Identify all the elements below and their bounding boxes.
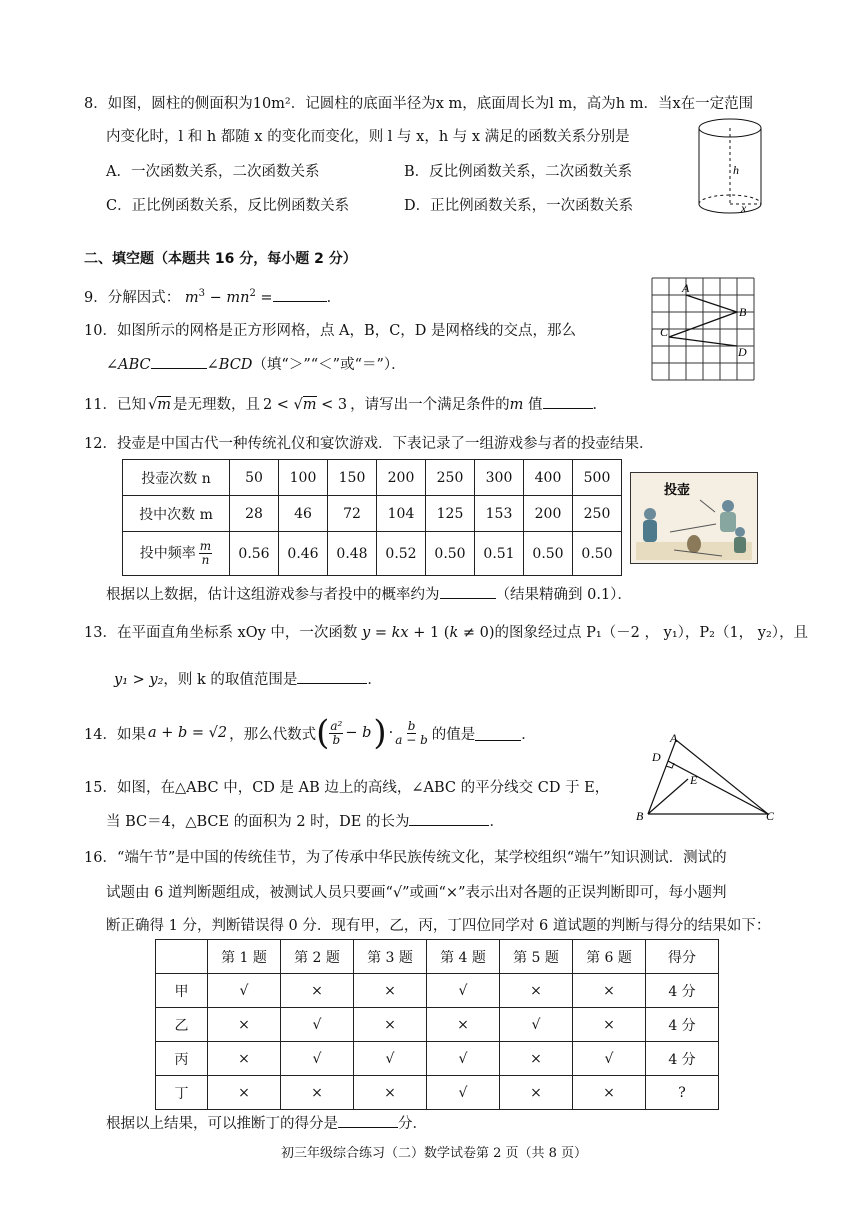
table-cell: 0.52 [377, 532, 426, 576]
q15-line1 [84, 776, 609, 797]
q15-text-line2: 当 BC＝4，△BCE 的面积为 2 时，DE 的长为 [106, 814, 410, 830]
q16-table [155, 939, 719, 1110]
table-cell: 0.56 [230, 532, 279, 576]
table-row [156, 1008, 719, 1042]
q11-text-4: 值 [523, 397, 543, 413]
q14-text-3: 的值是 [431, 726, 476, 743]
table-cell: 4 分 [646, 974, 719, 1008]
q13-answer-blank[interactable] [297, 668, 367, 684]
q12-freq-fraction [199, 540, 212, 567]
table-cell: 125 [426, 496, 475, 532]
cylinder-label-h: h [733, 163, 739, 177]
table-cell: 4 分 [646, 1008, 719, 1042]
table-cell: √ [427, 974, 500, 1008]
table-cell: 0.51 [475, 532, 524, 576]
q15-text-line1: 如图，在△ABC 中，CD 是 AB 边上的高线，∠ABC 的平分线交 CD 于 E， [116, 780, 610, 796]
q13-function: y = kx + 1 (k ≠ 0) [362, 625, 495, 641]
q16-line3: 断正确得 1 分，判断错误得 0 分．现有甲，乙，丙，丁四位同学对 6 道试题的判断与得分的结果如下： [106, 918, 771, 934]
touhu-illustration [630, 472, 758, 564]
table-cell: × [281, 974, 354, 1008]
q14-text-2: ，那么代数式 [229, 726, 317, 743]
q12-label-freq [123, 532, 230, 576]
q13-text-a: 在平面直角坐标系 xOy 中，一次函数 [116, 625, 358, 641]
q13-point-p1: P₁（－2 ， y₁） [586, 625, 685, 641]
table-cell: 50 [230, 460, 279, 496]
q12-answer-blank[interactable] [440, 583, 496, 599]
table-row [123, 460, 622, 496]
table-cell: × [354, 1008, 427, 1042]
q10-angle-abc: ∠ABC [106, 357, 151, 373]
q8-text-line1: 如图，圆柱的侧面积为10m²．记圆柱的底面半径为x m，底面周长为l m，高为h m．当x在一定范围 [107, 96, 754, 112]
q12-intro-text: 投壶是中国古代一种传统礼仪和宴饮游戏．下表记录了一组游戏参与者的投壶结果． [116, 436, 654, 452]
q10-answer-blank[interactable] [151, 353, 207, 369]
q16-line1 [84, 846, 727, 867]
q12-after-text: 根据以上数据，估计这组游戏参与者投中的概率约为 [106, 587, 440, 603]
table-cell: √ [281, 1042, 354, 1076]
q16-after-tail: 分． [398, 1116, 427, 1132]
q8-option-c: C．正比例函数关系，反比例函数关系 [106, 198, 350, 214]
q13-condition: y₁ > y₂ [114, 672, 164, 688]
q12-after-tail: （结果精确到 0.1）． [495, 587, 632, 603]
table-cell: 200 [377, 460, 426, 496]
q16-after-text: 根据以上结果，可以推断丁的得分是 [106, 1116, 338, 1132]
q13-point-p2: P₂（1， y₂） [699, 625, 780, 641]
q13-line1: 13．在平面直角坐标系 xOy 中，一次函数 y = kx + 1 (k ≠ 0)的图象经过点 P₁（－2 ， y₁），P₂（1， y₂），且 [84, 625, 809, 641]
table-cell: 0.50 [426, 532, 475, 576]
q12-after [106, 583, 632, 604]
table-cell: √ [208, 974, 281, 1008]
q15-number: 15． [84, 780, 117, 796]
table-header-cell: 得分 [646, 940, 719, 974]
q11-inequality: 2 < √m < 3 [262, 397, 348, 413]
q9-text: 分解因式： [107, 290, 181, 306]
page-footer: 初三年级综合练习（二）数学试卷第 2 页（共 8 页） [280, 1146, 588, 1161]
table-cell: 丙 [156, 1042, 208, 1076]
table-cell: ? [646, 1076, 719, 1110]
q16-text-line1: “端午节”是中国的传统佳节，为了传承中华民族传统文化，某学校组织“端午”知识测试．测试的 [116, 850, 727, 866]
q13-tail: ． [367, 672, 382, 688]
q14-number: 14． [84, 726, 117, 743]
q12-label-n: 投壶次数 n [123, 460, 230, 496]
q9-expression: $m^3 - mn^2$ = [184, 288, 273, 306]
table-cell: 153 [475, 496, 524, 532]
table-cell: × [354, 1076, 427, 1110]
q11-text-1: 已知 [116, 397, 146, 413]
q16-after [106, 1112, 427, 1133]
q16-answer-blank[interactable] [338, 1112, 398, 1128]
q12-frac-num: m [199, 539, 212, 553]
q9-tail: ． [326, 290, 342, 306]
table-cell: √ [427, 1042, 500, 1076]
table-header-cell: 第 2 题 [281, 940, 354, 974]
table-header-cell: 第 4 题 [427, 940, 500, 974]
table-cell: 乙 [156, 1008, 208, 1042]
table-cell: × [573, 1008, 646, 1042]
q11-tail: ． [592, 397, 607, 413]
table-cell: 46 [279, 496, 328, 532]
q10-angle-bcd: ∠BCD [206, 357, 253, 373]
q13-text-end: ，且 [779, 625, 809, 641]
table-cell: √ [500, 1008, 573, 1042]
table-row [156, 1042, 719, 1076]
table-cell: √ [354, 1042, 427, 1076]
table-cell: √ [573, 1042, 646, 1076]
q10-line2 [106, 353, 406, 374]
table-cell: 0.46 [279, 532, 328, 576]
q11-text-2: 是无理数，且 [172, 397, 260, 413]
table-header-cell: 第 1 题 [208, 940, 281, 974]
q15-tail: ． [489, 814, 504, 830]
q14 [84, 713, 536, 753]
table-cell: 0.50 [573, 532, 622, 576]
table-row [123, 532, 622, 576]
triangle-figure [628, 728, 778, 828]
table-header-cell: 第 3 题 [354, 940, 427, 974]
q8-line1 [84, 92, 753, 113]
triangle-label-c: C [766, 809, 775, 823]
q13-number: 13． [84, 625, 117, 641]
q8-option-d: D．正比例函数关系，一次函数关系 [404, 198, 634, 214]
q14-answer-blank[interactable] [475, 725, 521, 741]
table-cell: 400 [524, 460, 573, 496]
table-cell: × [208, 1008, 281, 1042]
q11-number: 11． [84, 397, 117, 413]
q13-text-line2: ，则 k 的取值范围是 [163, 672, 298, 688]
q8-option-a: A．一次函数关系，二次函数关系 [106, 164, 320, 180]
q11-text-3: ，请写出一个满足条件的 [350, 397, 510, 413]
table-cell: 甲 [156, 974, 208, 1008]
triangle-label-e: E [690, 773, 698, 787]
table-cell: 28 [230, 496, 279, 532]
q12-intro [84, 432, 653, 453]
q14-text-1: 如果 [116, 726, 146, 743]
table-cell: × [500, 974, 573, 1008]
table-cell: 250 [426, 460, 475, 496]
table-header-cell: 第 6 题 [573, 940, 646, 974]
triangle-label-b: B [636, 809, 644, 823]
table-cell: 300 [475, 460, 524, 496]
q15-line2 [106, 810, 504, 831]
table-cell: 150 [328, 460, 377, 496]
table-cell: × [281, 1076, 354, 1110]
touhu-title: 投壶 [664, 483, 691, 498]
q14-tail: ． [521, 726, 536, 743]
table-cell: × [573, 1076, 646, 1110]
table-cell: 丁 [156, 1076, 208, 1110]
q11 [84, 393, 607, 414]
table-row [156, 1076, 719, 1110]
q12-label-m: 投中次数 m [123, 496, 230, 532]
table-header-row [156, 940, 719, 974]
table-row [156, 974, 719, 1008]
grid-label-d: D [738, 345, 747, 359]
grid-label-a: A [682, 281, 690, 295]
q13-text-b: 的图象经过点 [494, 625, 582, 641]
q9-answer-blank[interactable] [273, 286, 327, 302]
table-cell: × [208, 1042, 281, 1076]
table-cell: × [208, 1076, 281, 1110]
table-cell: × [500, 1076, 573, 1110]
q11-answer-blank[interactable] [543, 393, 593, 409]
q12-number: 12． [84, 436, 117, 452]
grid-figure [650, 276, 770, 382]
table-cell: 500 [573, 460, 622, 496]
q10-hint: （填“＞”“＜”或“＝”）． [252, 357, 406, 373]
q12-table [122, 459, 622, 576]
table-cell: 200 [524, 496, 573, 532]
q9-number: 9． [84, 290, 108, 306]
q12-label-freq-text: 投中频率 [139, 545, 196, 562]
grid-label-c: C [660, 325, 669, 339]
table-header-cell: 第 5 题 [500, 940, 573, 974]
cylinder-label-x: x [741, 201, 747, 215]
grid-label-b: B [739, 305, 747, 319]
table-cell: × [427, 1008, 500, 1042]
table-header-cell [156, 940, 208, 974]
table-row [123, 496, 622, 532]
table-cell: 100 [279, 460, 328, 496]
q10-line1 [84, 319, 576, 340]
q8-line2: 内变化时，l 和 h 都随 x 的变化而变化，则 l 与 x，h 与 x 满足的函数关系分别是 [106, 129, 630, 145]
q8-number: 8． [84, 96, 108, 112]
table-cell: × [354, 974, 427, 1008]
table-cell: 0.48 [328, 532, 377, 576]
triangle-label-d: D [652, 750, 661, 764]
q10-number: 10． [84, 323, 117, 339]
cylinder-figure [694, 114, 766, 224]
table-cell: 0.50 [524, 532, 573, 576]
table-cell: 104 [377, 496, 426, 532]
table-cell: √ [427, 1076, 500, 1110]
table-cell: 250 [573, 496, 622, 532]
q13-line2 [114, 668, 382, 689]
q8-option-b: B．反比例函数关系，二次函数关系 [404, 164, 633, 180]
q12-frac-den: n [201, 553, 210, 567]
table-cell: × [573, 974, 646, 1008]
section-2-title: 二、填空题（本题共 16 分，每小题 2 分） [84, 251, 357, 267]
q11-m: m [509, 397, 524, 413]
table-cell: √ [281, 1008, 354, 1042]
table-cell: 72 [328, 496, 377, 532]
q15-answer-blank[interactable] [409, 810, 489, 826]
table-cell: 4 分 [646, 1042, 719, 1076]
q9 [84, 286, 341, 307]
q16-number: 16． [84, 850, 117, 866]
q11-sqrt-m: √m [147, 397, 171, 413]
triangle-label-a: A [670, 731, 678, 745]
q14-condition: a + b = √2 [147, 725, 228, 741]
table-cell: × [500, 1042, 573, 1076]
q10-text-line1: 如图所示的网格是正方形网格，点 A，B，C，D 是网格线的交点，那么 [116, 323, 577, 339]
q16-line2: 试题由 6 道判断题组成，被测试人员只要画“√”或画“×”表示出对各题的正误判断即可，每小题判 [106, 885, 727, 901]
q14-expression: ( $\frac{\text{a²}}{b}$ − b ) · $\frac{b}{a - b}$ [316, 713, 428, 753]
